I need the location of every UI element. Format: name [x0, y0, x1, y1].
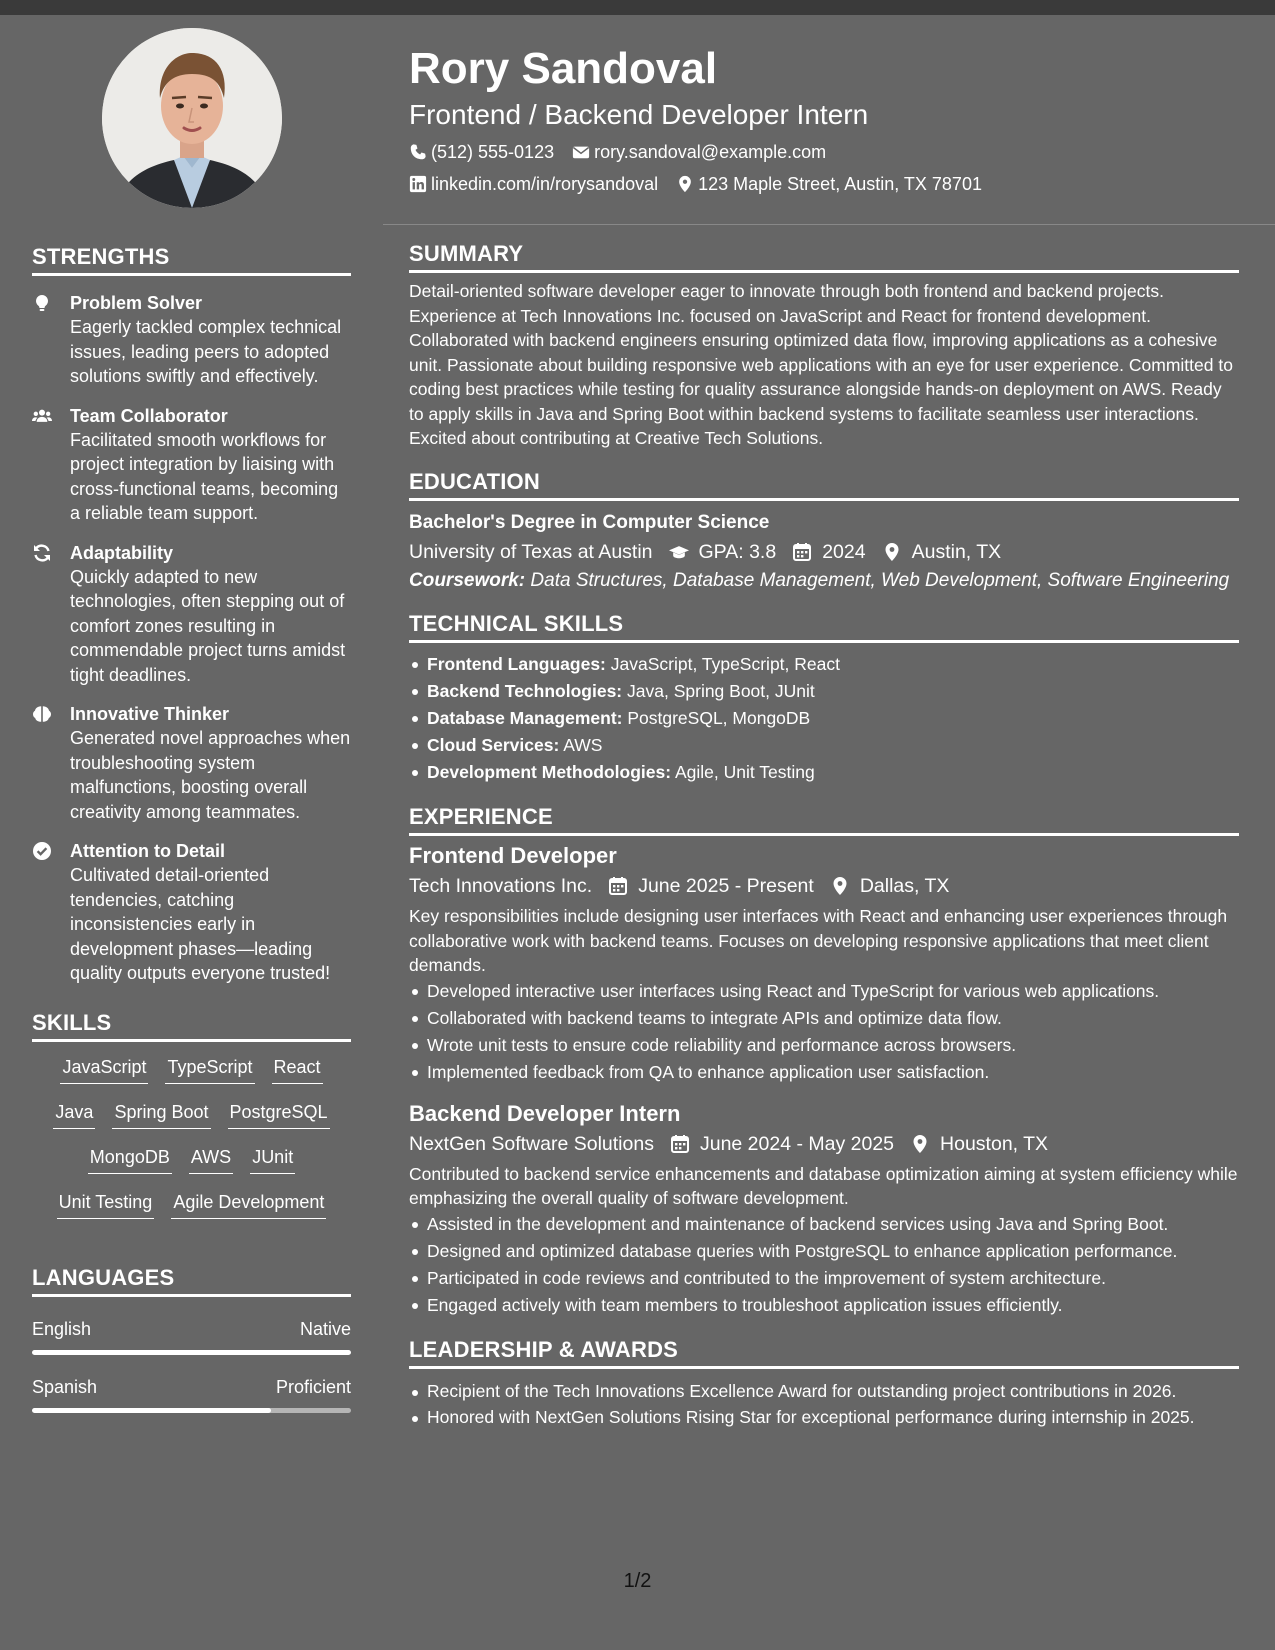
map-pin-icon: [882, 542, 902, 562]
strength-description: Generated novel approaches when troubleshooting system malfunctions, boosting overall creativity among teammates.: [70, 728, 351, 822]
summary-text: Detail-oriented software developer eager to innovate through both frontend and backend projects. Experience at Tech Innovations Inc. focused on JavaScript and React for frontend development. Collaborated with backend engineers ensuring optimized data flow, improving applications as a cohesive unit. Passionate about building responsive web applications with an eye for user experience. Committed to coding best practices while testing for quality assurance alongside hands-on deployment on AWS. Ready to apply skills in Java and Spring Boot within backend systems to facilitate seamless user interactions. Excited about contributing at Creative Tech Solutions.: [409, 281, 1233, 448]
list-item: Development Methodologies: Agile, Unit Testing: [409, 759, 1239, 786]
map-pin-icon: [830, 876, 850, 896]
address-contact: [676, 172, 982, 196]
graduation-year: 2024: [792, 538, 865, 566]
job-bullets: [409, 978, 1239, 1086]
page-number: 1/2: [623, 1570, 652, 1592]
list-item: Honored with NextGen Solutions Rising Star for exceptional performance during internship in 2025.: [409, 1405, 1239, 1430]
language-bar: [32, 1408, 351, 1413]
technical-skills-section: [409, 611, 1239, 786]
experience-heading: EXPERIENCE: [409, 804, 1239, 836]
skills-heading: SKILLS: [32, 1010, 351, 1042]
education-location: Austin, TX: [882, 538, 1002, 566]
left-column: [32, 28, 351, 1413]
map-pin-icon: [910, 1134, 930, 1154]
check-circle-icon: [32, 839, 70, 986]
awards-list: [409, 1379, 1239, 1430]
strength-item: [32, 404, 351, 526]
skill-tags: [32, 1055, 351, 1235]
phone-number: (512) 555-0123: [431, 142, 555, 162]
skill-tag: MongoDB: [88, 1145, 172, 1174]
coursework-label: Coursework:: [409, 569, 526, 591]
skills-section: [32, 1010, 351, 1235]
skill-row: [32, 1190, 351, 1235]
language-item: [32, 1317, 351, 1355]
strengths-section: [32, 244, 351, 986]
strength-item: [32, 541, 351, 688]
languages-section: [32, 1265, 351, 1413]
strength-item: [32, 291, 351, 389]
right-column: [409, 241, 1239, 1430]
list-item: Wrote unit tests to ensure code reliability and performance across browsers.: [409, 1032, 1239, 1059]
job-location: Houston, TX: [910, 1130, 1048, 1158]
degree-title: Bachelor's Degree in Computer Science: [409, 511, 770, 533]
header-divider: [383, 224, 1275, 225]
education-section: [409, 469, 1239, 594]
job-bullets: [409, 1211, 1239, 1319]
awards-heading: LEADERSHIP & AWARDS: [409, 1337, 1239, 1369]
skill-tag: AWS: [189, 1145, 233, 1174]
language-level: Proficient: [275, 1376, 351, 1397]
resume-header: [409, 40, 1239, 196]
strength-item: [32, 702, 351, 824]
language-item: [32, 1375, 351, 1413]
language-bar: [32, 1350, 351, 1355]
calendar-icon: [792, 542, 812, 562]
strength-title: Attention to Detail: [70, 841, 225, 861]
gpa: GPA: 3.8: [669, 538, 777, 566]
linkedin-contact[interactable]: [409, 172, 658, 196]
job-title: Backend Developer Intern: [409, 1100, 681, 1126]
skill-tag: JUnit: [250, 1145, 295, 1174]
email-address: rory.sandoval@example.com: [594, 142, 827, 162]
job-entry: [409, 842, 1239, 1086]
awards-section: [409, 1337, 1239, 1430]
list-item: Recipient of the Tech Innovations Excellence Award for outstanding project contributions in 2026.: [409, 1379, 1239, 1404]
brain-icon: [32, 702, 70, 824]
graduation-cap-icon: [669, 542, 689, 562]
skill-row: [32, 1100, 351, 1145]
calendar-icon: [608, 876, 628, 896]
sync-icon: [32, 541, 70, 688]
job-description: Contributed to backend service enhancements and database optimization aiming at system efficiency while emphasizing the overall quality of software development.: [409, 1163, 1238, 1208]
company-name: Tech Innovations Inc.: [409, 875, 593, 897]
skill-tag: JavaScript: [60, 1055, 148, 1084]
list-item: Database Management: PostgreSQL, MongoDB: [409, 705, 1239, 732]
envelope-icon: [572, 143, 590, 161]
skill-row: [32, 1145, 351, 1190]
job-description: Key responsibilities include designing user interfaces with React and enhancing user experiences through collaborative work with backend teams. Focuses on developing responsive applications that meet client demands.: [409, 906, 1228, 975]
job-dates: June 2025 - Present: [608, 872, 814, 900]
languages-heading: LANGUAGES: [32, 1265, 351, 1297]
list-item: Developed interactive user interfaces using React and TypeScript for various web applications.: [409, 978, 1239, 1005]
summary-section: [409, 241, 1239, 451]
job-entry: [409, 1100, 1239, 1319]
strength-description: Eagerly tackled complex technical issues, leading peers to adopted solutions swiftly and effectively.: [70, 317, 342, 386]
strengths-heading: STRENGTHS: [32, 244, 351, 276]
strength-description: Facilitated smooth workflows for project integration by liaising with cross-functional teams, becoming a reliable team support.: [70, 429, 339, 523]
street-address: 123 Maple Street, Austin, TX 78701: [698, 174, 982, 194]
school-name: University of Texas at Austin: [409, 540, 653, 563]
list-item: Backend Technologies: Java, Spring Boot, JUnit: [409, 678, 1239, 705]
strength-description: Cultivated detail-oriented tendencies, catching inconsistencies early in development phases—leading quality outputs everyone trusted!: [70, 865, 331, 983]
calendar-icon: [670, 1134, 690, 1154]
list-item: Frontend Languages: JavaScript, TypeScript, React: [409, 651, 1239, 678]
language-name: English: [32, 1318, 92, 1339]
job-meta: [409, 1130, 1239, 1158]
contact-row: [409, 172, 1239, 196]
map-pin-icon: [676, 175, 694, 193]
strength-title: Innovative Thinker: [70, 704, 230, 724]
list-item: Engaged actively with team members to troubleshoot application issues efficiently.: [409, 1292, 1239, 1319]
list-item: Designed and optimized database queries with PostgreSQL to enhance application performance.: [409, 1238, 1239, 1265]
skill-tag: React: [272, 1055, 323, 1084]
summary-heading: SUMMARY: [409, 241, 1239, 273]
phone-icon: [409, 143, 427, 161]
list-item: Cloud Services: AWS: [409, 732, 1239, 759]
skill-tag: Unit Testing: [57, 1190, 155, 1219]
list-item: Collaborated with backend teams to integrate APIs and optimize data flow.: [409, 1005, 1239, 1032]
email-contact[interactable]: [572, 140, 826, 164]
phone-contact[interactable]: [409, 140, 554, 164]
linkedin-icon: [409, 175, 427, 193]
technical-skills-list: [409, 651, 1239, 786]
strength-title: Team Collaborator: [70, 405, 228, 426]
users-icon: [32, 404, 70, 526]
lightbulb-icon: [32, 291, 70, 389]
candidate-name: Rory Sandoval: [409, 44, 718, 93]
strength-title: Adaptability: [70, 542, 174, 563]
strength-item: [32, 839, 351, 986]
skill-tag: Agile Development: [171, 1190, 326, 1219]
language-level: Native: [299, 1318, 351, 1339]
top-bar: [0, 0, 1275, 15]
list-item: Participated in code reviews and contributed to the improvement of system architecture.: [409, 1265, 1239, 1292]
job-meta: [409, 872, 1239, 900]
skill-tag: Spring Boot: [112, 1100, 210, 1129]
language-bar-fill: [32, 1350, 351, 1355]
contact-row: [409, 140, 1239, 164]
job-title: Frontend Developer: [409, 843, 617, 868]
list-item: Implemented feedback from QA to enhance application user satisfaction.: [409, 1059, 1239, 1086]
skill-tag: Java: [53, 1100, 95, 1129]
coursework: [409, 569, 1239, 594]
list-item: Assisted in the development and maintenance of backend services using Java and Spring Boot.: [409, 1211, 1239, 1238]
technical-skills-heading: TECHNICAL SKILLS: [409, 611, 1239, 643]
experience-section: [409, 804, 1239, 1319]
profile-photo: [102, 28, 282, 208]
job-dates: June 2024 - May 2025: [670, 1130, 894, 1158]
coursework-list: Data Structures, Database Management, Web Development, Software Engineering: [530, 569, 1230, 591]
company-name: NextGen Software Solutions: [409, 1132, 654, 1155]
candidate-title: Frontend / Backend Developer Intern: [409, 99, 869, 130]
skill-tag: TypeScript: [165, 1055, 254, 1084]
language-name: Spanish: [32, 1376, 98, 1397]
skill-tag: PostgreSQL: [228, 1100, 330, 1129]
language-bar-fill: [32, 1408, 271, 1413]
job-location: Dallas, TX: [830, 872, 950, 900]
strength-description: Quickly adapted to new technologies, often stepping out of comfort zones resulting in commendable project turns amidst tight deadlines.: [70, 566, 346, 685]
education-heading: EDUCATION: [409, 469, 1239, 501]
strength-title: Problem Solver: [70, 293, 203, 313]
education-meta: [409, 538, 1239, 566]
linkedin-url: linkedin.com/in/rorysandoval: [431, 174, 659, 194]
skill-row: [32, 1055, 351, 1100]
